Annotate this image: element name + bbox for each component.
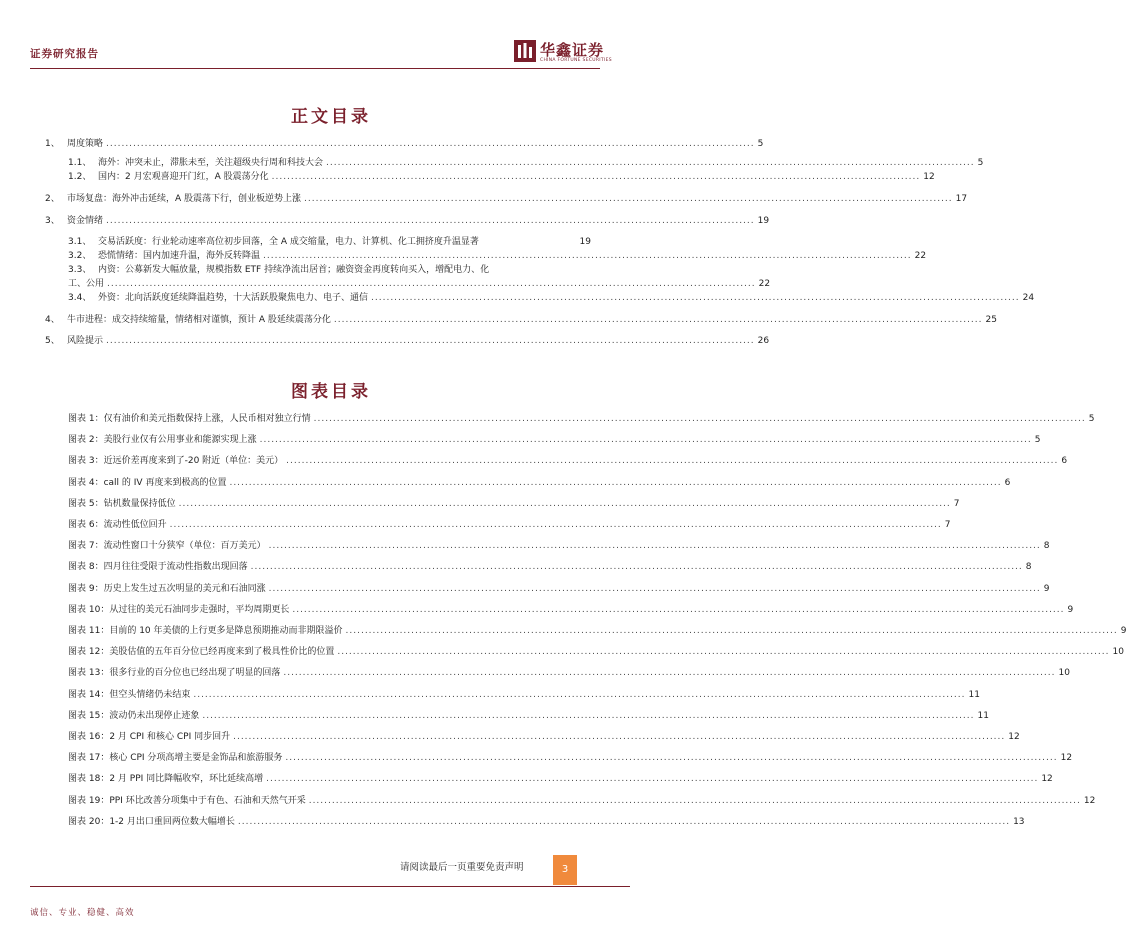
toc-entry-text: 恐慌情绪：国内加速升温，海外反转降温: [98, 251, 261, 261]
figure-entry-page: 10: [1058, 668, 1070, 679]
figure-entry-text: 1-2 月出口重回两位数大幅增长: [109, 816, 235, 827]
figure-entry-page: 9: [1120, 626, 1126, 636]
toc-entry-continued[interactable]: [68, 278, 771, 290]
figure-entry-label: 图表 16：: [68, 732, 110, 742]
figure-entry[interactable]: [68, 455, 1068, 467]
figure-entry[interactable]: [68, 625, 1126, 637]
leader-dots: ........................................................................................................................................................................: [333, 315, 983, 325]
leader-dots: ........................................................................................................................................................................................................: [337, 647, 1110, 658]
toc-entry-text: 资金情绪: [67, 216, 104, 226]
figure-entry-text: 目前的 10 年美债的上行更多是降息预期推动而非期限溢价: [109, 626, 343, 636]
figure-entry-text: 美股行业仅有公用事业和能源实现上涨: [103, 435, 257, 446]
figure-entry-label: 图表 19：: [68, 795, 110, 806]
figure-entry-label: 图表 10：: [68, 604, 110, 615]
figure-entry-label: 图表 20：: [68, 816, 110, 827]
toc-entry-number: 3.2、: [68, 251, 92, 261]
figure-entry-page: 8: [1025, 562, 1032, 573]
toc-entry-number: 2、: [45, 194, 60, 204]
leader-dots: ........................................................................................................................................................................: [107, 279, 756, 289]
figure-entry[interactable]: [68, 773, 1053, 785]
figure-entry-text: 四月往往受限于流动性指数出现回落: [103, 562, 248, 573]
toc-entry-page: 5: [977, 158, 984, 168]
figure-entry[interactable]: [68, 731, 1020, 743]
figure-entry-label: 图表 4：: [68, 477, 104, 488]
figure-entry-page: 9: [1043, 583, 1050, 594]
toc-entry[interactable]: [45, 314, 997, 326]
leader-dots: ........................................................................................................................................................................: [106, 139, 755, 149]
toc-entry-page: 19: [579, 237, 591, 247]
figure-entry-text: 波动仍未出现停止迹象: [109, 710, 200, 721]
figure-entry[interactable]: [68, 413, 1095, 425]
toc-entry-page: 12: [923, 172, 935, 182]
toc-entry-number: 3.4、: [68, 293, 92, 303]
figure-entry-label: 图表 7：: [68, 541, 104, 552]
figure-entry-label: 图表 5：: [68, 498, 104, 509]
figure-entry-text: 从过往的美元石油同步走强时，平均周期更长: [109, 604, 290, 615]
figure-entry[interactable]: [68, 434, 1041, 446]
toc-entry-number: 3、: [45, 216, 60, 226]
leader-dots: ........................................................................................................................................................................................................: [292, 604, 1065, 615]
figure-entry[interactable]: [68, 540, 1050, 552]
leader-dots: ........................................................................................................................................................................: [304, 194, 953, 204]
figure-entry-label: 图表 11：: [68, 626, 110, 636]
leader-dots: ........................................................................................................................................................................................................: [202, 710, 975, 721]
leader-dots: ........................................................................................................................................................................................................: [285, 753, 1058, 764]
figure-entry[interactable]: [68, 816, 1025, 828]
logo-name: 华鑫证券: [540, 41, 605, 59]
figure-entry-text: call 的 IV 再度来到极高的位置: [103, 477, 227, 488]
leader-dots: ........................................................................................................................................................................: [106, 336, 755, 346]
figure-entry-page: 13: [1013, 816, 1025, 827]
toc-entry-number: 4、: [45, 315, 60, 325]
figure-entry-label: 图表 13：: [68, 668, 110, 679]
leader-dots: ........................................................................................................................................................................................................: [250, 562, 1023, 573]
logo-english-name: CHINA FORTUNE SECURITIES: [540, 58, 612, 63]
figure-entry-page: 5: [1034, 435, 1041, 446]
figure-entry-label: 图表 18：: [68, 774, 110, 785]
figure-entry-page: 12: [1083, 795, 1096, 806]
toc-entry[interactable]: [45, 138, 764, 150]
figure-entry-text: 但空头情绪仍未结束: [109, 689, 191, 700]
toc-entry[interactable]: [68, 250, 927, 262]
figure-entry-label: 图表 8：: [68, 562, 104, 573]
toc-entry[interactable]: [68, 292, 1035, 304]
toc-entry-page: 24: [1022, 293, 1035, 303]
figure-entry-text: 近远价差再度来到了-20 附近（单位：美元）: [103, 456, 284, 467]
toc-entry-text: 内资：公募新发大幅放量，规模指数 ETF 持续净流出居首；融资资金再度转向买入，增配电力、化: [98, 265, 490, 275]
footer-divider: [30, 886, 630, 887]
figure-entry-label: 图表 17：: [68, 753, 110, 764]
toc-entry-number: 1.2、: [68, 172, 92, 182]
leader-dots: ........................................................................................................................................................................................................: [268, 583, 1041, 594]
toc-entry-text: 外资：北向活跃度延续降温趋势，十大活跃股聚焦电力、电子、通信: [98, 293, 369, 303]
toc-entry[interactable]: [45, 193, 968, 205]
leader-dots: ........................................................................................................................................................................................................: [345, 626, 1118, 636]
toc-entry-text: 国内：2 月宏观喜迎开门红，A 股震荡分化: [98, 172, 269, 182]
figure-entry-label: 图表 6：: [68, 520, 104, 530]
figure-entry[interactable]: [68, 519, 951, 531]
figure-entry-text: 核心 CPI 分项高增主要是金饰品和旅游服务: [109, 753, 283, 764]
leader-dots: ........................................................................................................................................................................................................: [283, 668, 1056, 679]
toc-entry-page: 5: [757, 139, 764, 149]
figure-entry-page: 11: [968, 689, 980, 700]
contents-title: 正文目录: [291, 107, 371, 127]
toc-entry-number: 5、: [45, 336, 60, 346]
figure-entry[interactable]: [68, 583, 1050, 595]
figure-entry-text: 2 月 CPI 和核心 CPI 同步回升: [109, 732, 231, 742]
figure-entry[interactable]: [68, 477, 1011, 489]
figure-entry[interactable]: [68, 752, 1073, 764]
toc-entry-number: 1.1、: [68, 158, 92, 168]
toc-entry-text: 牛市进程：成交持续缩量，情绪相对谨慎，预计 A 股延续震荡分化: [67, 315, 331, 325]
toc-entry-page: 22: [758, 279, 771, 289]
leader-dots: ........................................................................................................................................................................: [106, 216, 755, 226]
disclaimer-text: 请阅读最后一页重要免责声明: [400, 862, 524, 873]
figure-entry-text: 钻机数量保持低位: [103, 498, 176, 509]
figure-entry[interactable]: [68, 498, 960, 510]
toc-entry[interactable]: [68, 264, 591, 276]
toc-entry-text: 周度策略: [67, 139, 104, 149]
figure-entry-page: 12: [1041, 774, 1053, 785]
leader-dots: ........................................................................................................................................................................................................: [266, 774, 1039, 785]
figure-entry-page: 12: [1060, 753, 1073, 764]
toc-entry-page: 19: [757, 216, 770, 226]
figure-entry-label: 图表 1：: [68, 414, 104, 424]
toc-entry-text: 风险提示: [67, 336, 104, 346]
company-logo: [514, 40, 612, 66]
figure-entry-label: 图表 3：: [68, 456, 104, 467]
leader-dots: ........................................................................................................................................................................................................: [237, 816, 1011, 827]
figure-entry-text: 历史上发生过五次明显的美元和石油同涨: [103, 583, 266, 594]
figure-entry-label: 图表 9：: [68, 583, 104, 594]
document-type-label: 证券研究报告: [30, 48, 99, 60]
figure-entry-page: 5: [1088, 414, 1095, 424]
leader-dots: ........................................................................................................................................................................: [263, 251, 912, 261]
toc-entry-number: 1、: [45, 139, 60, 149]
footer-slogan: 诚信、专业、稳健、高效: [30, 908, 135, 918]
leader-dots: ........................................................................................................................................................................: [271, 172, 921, 182]
toc-entry-number: 3.3、: [68, 265, 92, 275]
figure-entry-page: 7: [953, 498, 960, 509]
toc-entry-text: 海外：冲突未止，滞胀未至，关注超级央行周和科技大会: [98, 158, 324, 168]
leader-dots: ........................................................................................................................................................................................................: [193, 689, 966, 700]
toc-entry-text: 市场复盘：海外冲击延续，A 股震荡下行，创业板逆势上涨: [67, 194, 302, 204]
leader-dots: ........................................................................................................................................................................................................: [233, 732, 1006, 742]
toc-entry[interactable]: [68, 171, 935, 183]
figure-entry-text: PPI 环比改善分项集中于有色、石油和天然气开采: [109, 795, 306, 806]
leader-dots: ........................................................................................................................................................................................................: [169, 520, 942, 530]
figure-entry-page: 7: [944, 520, 951, 530]
figure-entry-page: 10: [1112, 647, 1124, 658]
toc-entry-number: 3.1、: [68, 237, 92, 247]
figure-entry-label: 图表 2：: [68, 435, 104, 446]
figure-entry-page: 6: [1004, 477, 1011, 488]
figure-entry-text: 很多行业的百分位也已经出现了明显的回落: [109, 668, 281, 679]
figure-entry[interactable]: [68, 561, 1032, 573]
figure-entry-text: 美股估值的五年百分位已经再度来到了极具性价比的位置: [109, 647, 335, 658]
page-number-badge: 3: [553, 855, 577, 885]
leader-dots: ........................................................................................................................................................................................................: [268, 541, 1041, 552]
figure-entry-text: 2 月 PPI 同比降幅收窄，环比延续高增: [109, 774, 264, 785]
toc-entry-page: 26: [757, 336, 770, 346]
toc-entry-page: 17: [955, 194, 968, 204]
figures-title: 图表目录: [291, 382, 371, 402]
figure-entry-page: 11: [977, 710, 989, 721]
toc-entry[interactable]: [45, 215, 770, 227]
header-divider: [30, 68, 600, 69]
figure-entry-label: 图表 15：: [68, 710, 110, 721]
toc-entry[interactable]: [45, 335, 770, 347]
leader-dots: ........................................................................................................................................................................................................: [313, 414, 1086, 424]
toc-entry-page: 25: [985, 315, 997, 325]
figure-entry-page: 12: [1008, 732, 1020, 742]
figure-entry[interactable]: [68, 604, 1074, 616]
figure-entry-page: 9: [1067, 604, 1074, 615]
figure-entry-page: 6: [1061, 456, 1068, 467]
leader-dots: ........................................................................................................................................................................................................: [259, 435, 1032, 446]
figure-entry[interactable]: [68, 710, 989, 722]
toc-entry-text: 交易活跃度：行业轮动速率高位初步回落，全 A 成交缩量，电力、计算机、化工拥挤度升温显著: [98, 237, 479, 247]
leader-dots: ........................................................................................................................................................................................................: [286, 456, 1059, 467]
figure-entry[interactable]: [68, 667, 1070, 679]
leader-dots: ........................................................................................................................................................................................................: [308, 795, 1081, 806]
leader-dots: ........................................................................................................................................................................................................: [178, 498, 951, 509]
figure-entry-label: 图表 12：: [68, 647, 110, 658]
figure-entry[interactable]: [68, 689, 980, 701]
toc-entry-text-continued: 工、公用: [68, 279, 105, 289]
toc-entry[interactable]: [68, 157, 984, 169]
toc-entry-page: 22: [914, 251, 927, 261]
logo-mark-icon: [514, 40, 536, 62]
figure-entry-page: 8: [1043, 541, 1050, 552]
figure-entry-label: 图表 14：: [68, 689, 110, 700]
figure-entry[interactable]: [68, 646, 1124, 658]
leader-dots: ........................................................................................................................................................................: [326, 158, 975, 168]
figure-entry-text: 仅有油价和美元指数保持上涨，人民币相对独立行情: [103, 414, 311, 424]
toc-entry[interactable]: [68, 236, 591, 248]
leader-dots: ........................................................................................................................................................................................................: [229, 477, 1002, 488]
figure-entry-text: 流动性窗口十分狭窄（单位：百万美元）: [103, 541, 266, 552]
figure-entry-text: 流动性低位回升: [103, 520, 167, 530]
figure-entry[interactable]: [68, 795, 1096, 807]
leader-dots: ........................................................................................................................................................................: [371, 293, 1020, 303]
